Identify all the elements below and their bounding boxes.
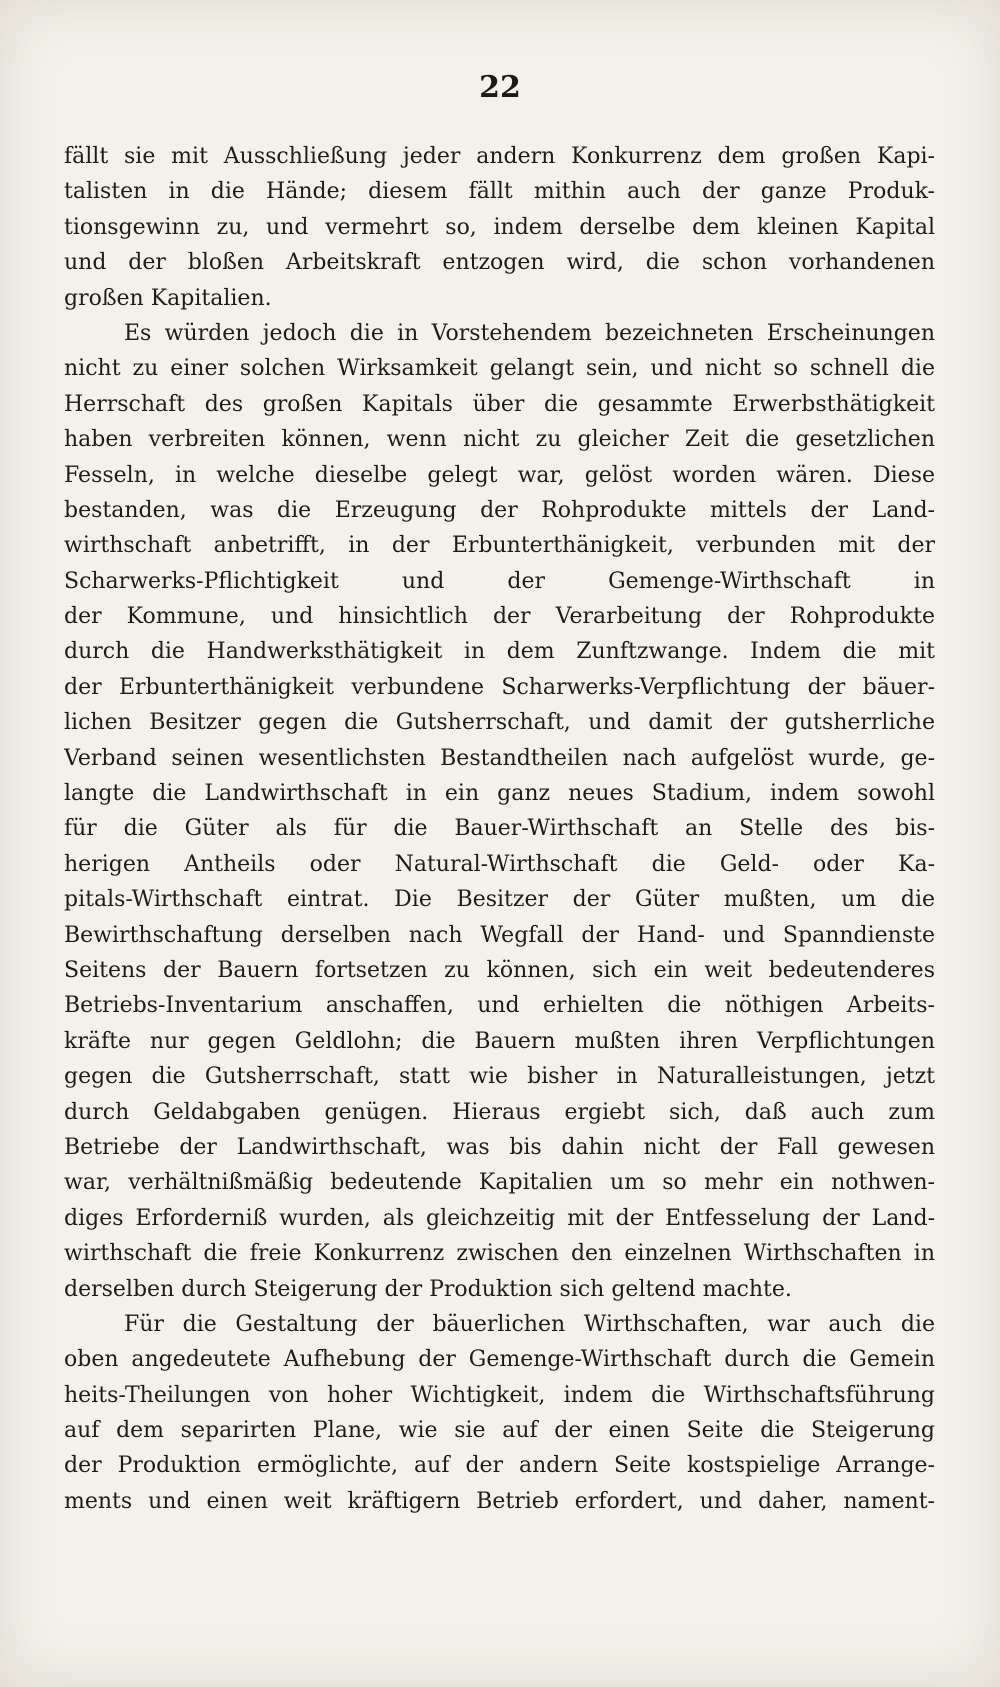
text-line: Betriebs-Inventarium anschaffen, und erhielten die nöthigen Arbeits- — [64, 993, 935, 1019]
text-line: der Produktion ermöglichte, auf der andern Seite kostspielige Arrange- — [64, 1453, 935, 1479]
text-line: wirthschaft anbetrifft, in der Erbunterthänigkeit, verbunden mit der — [64, 533, 935, 559]
text-line: war, verhältnißmäßig bedeutende Kapitalien um so mehr ein nothwen- — [64, 1170, 935, 1196]
text-line: durch die Handwerksthätigkeit in dem Zunftzwange. Indem die mit — [64, 639, 935, 665]
page-number: 22 — [479, 70, 521, 105]
text-line: wirthschaft die freie Konkurrenz zwischen den einzelnen Wirthschaften in — [64, 1241, 935, 1267]
text-line: lichen Besitzer gegen die Gutsherrschaft, und damit der gutsherrliche — [64, 710, 935, 736]
text-line: tionsgewinn zu, und vermehrt so, indem derselbe dem kleinen Kapital — [64, 214, 935, 240]
text-line: derselben durch Steigerung der Produktion sich geltend machte. — [64, 1276, 792, 1302]
text-line: Scharwerks-Pflichtigkeit und der Gemenge-Wirthschaft in — [64, 568, 935, 594]
text-line: heits-Theilungen von hoher Wichtigkeit, indem die Wirthschaftsführung — [64, 1382, 935, 1408]
text-line: langte die Landwirthschaft in ein ganz neues Stadium, indem sowohl — [64, 781, 935, 807]
text-line: pitals-Wirthschaft eintrat. Die Besitzer der Güter mußten, um die — [64, 887, 935, 913]
text-line: ments und einen weit kräftigern Betrieb erfordert, und daher, nament- — [64, 1488, 935, 1514]
text-line: nicht zu einer solchen Wirksamkeit gelangt sein, und nicht so schnell die — [64, 356, 935, 382]
text-line: der Kommune, und hinsichtlich der Verarbeitung der Rohprodukte — [64, 604, 935, 630]
text-line: gegen die Gutsherrschaft, statt wie bisher in Naturalleistungen, jetzt — [64, 1064, 935, 1090]
text-line: fällt sie mit Ausschließung jeder andern Konkurrenz dem großen Kapi- — [64, 144, 935, 169]
text-line: und der bloßen Arbeitskraft entzogen wird, die schon vorhandenen — [64, 250, 935, 276]
text-line: Verband seinen wesentlichsten Bestandtheilen nach aufgelöst wurde, ge- — [64, 745, 935, 771]
text-line: auf dem separirten Plane, wie sie auf der einen Seite die Steigerung — [64, 1418, 935, 1444]
text-line: Fesseln, in welche dieselbe gelegt war, gelöst worden wären. Diese — [64, 462, 935, 488]
text-line: diges Erforderniß wurden, als gleichzeitig mit der Entfesselung der Land- — [64, 1205, 935, 1231]
text-line: großen Kapitalien. — [64, 285, 272, 311]
text-line: Für die Gestaltung der bäuerlichen Wirthschaften, war auch die — [124, 1311, 935, 1337]
text-line: talisten in die Hände; diesem fällt mithin auch der ganze Produk- — [64, 179, 935, 205]
text-line: haben verbreiten können, wenn nicht zu gleicher Zeit die gesetzlichen — [64, 427, 935, 453]
text-line: Seitens der Bauern fortsetzen zu können, sich ein weit bedeutenderes — [64, 957, 935, 983]
text-line: oben angedeutete Aufhebung der Gemenge-Wirthschaft durch die Gemein — [64, 1347, 935, 1373]
text-line: durch Geldabgaben genügen. Hieraus ergiebt sich, daß auch zum — [64, 1099, 935, 1125]
text-line: herigen Antheils oder Natural-Wirthschaft die Geld- oder Ka- — [64, 851, 935, 877]
body-text — [64, 139, 935, 1519]
text-line: Es würden jedoch die in Vorstehendem bezeichneten Erscheinungen — [124, 320, 935, 346]
text-line: Herrschaft des großen Kapitals über die gesammte Erwerbsthätigkeit — [64, 391, 935, 417]
text-line: für die Güter als für die Bauer-Wirthschaft an Stelle des bis- — [64, 816, 935, 842]
text-line: Betriebe der Landwirthschaft, was bis dahin nicht der Fall gewesen — [64, 1134, 935, 1160]
text-line: der Erbunterthänigkeit verbundene Scharwerks-Verpflichtung der bäuer- — [64, 674, 935, 700]
text-line: bestanden, was die Erzeugung der Rohprodukte mittels der Land- — [64, 497, 935, 523]
text-line: kräfte nur gegen Geldlohn; die Bauern mußten ihren Verpflichtungen — [64, 1028, 935, 1054]
text-line: Bewirthschaftung derselben nach Wegfall der Hand- und Spanndienste — [64, 922, 935, 948]
